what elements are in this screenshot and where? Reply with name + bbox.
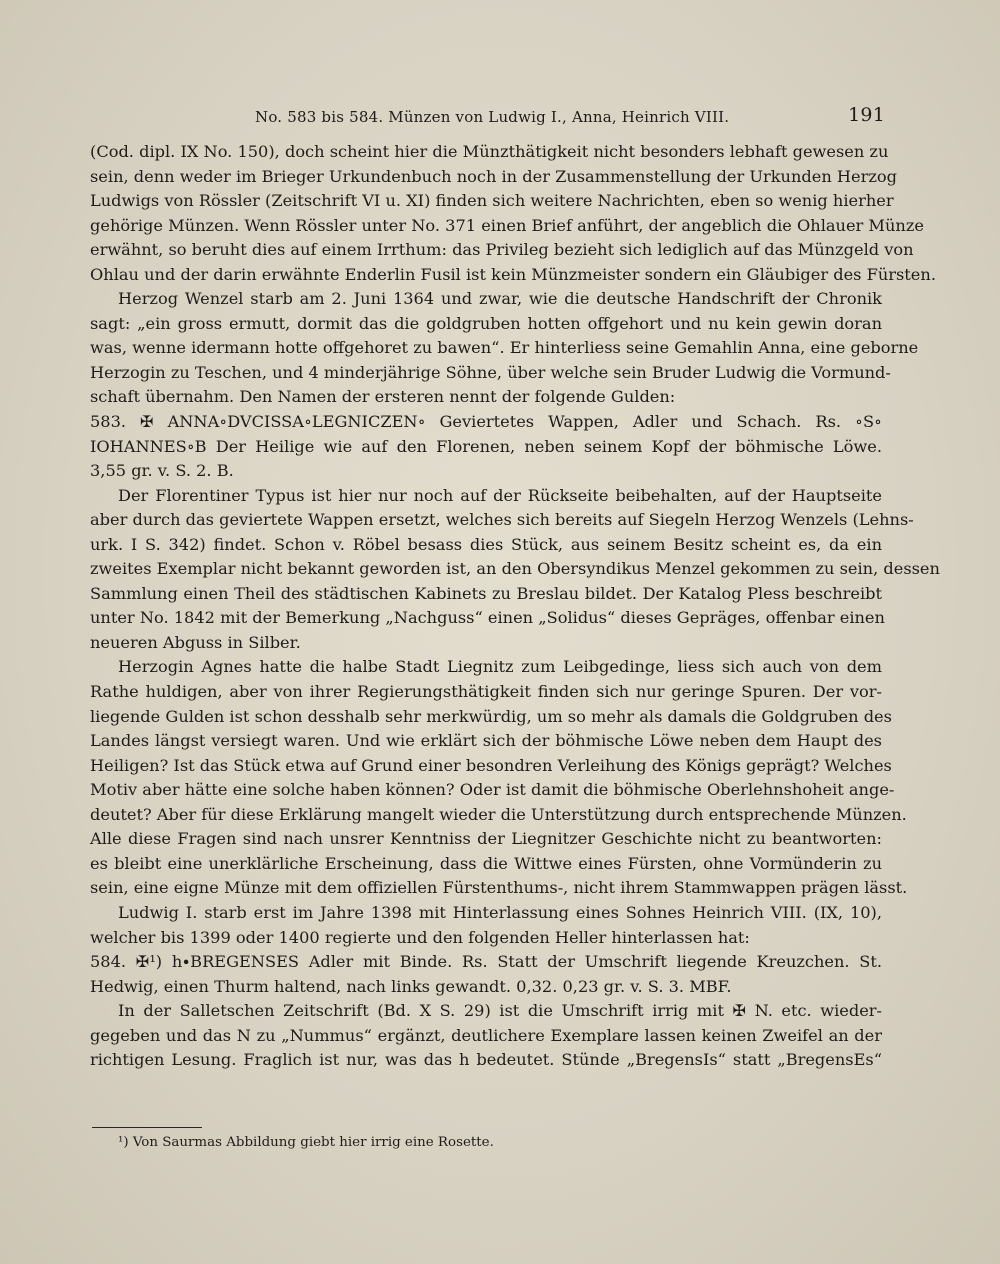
text-line: neueren Abguss in Silber.	[90, 632, 301, 652]
text-line: 3,55 gr. v. S. 2. B.	[90, 461, 234, 481]
text-line: (Cod. dipl. IX No. 150), doch scheint hier die Münzthätigkeit nicht besonders lebhaft gewesen zu	[90, 142, 889, 161]
text-line: Sammlung einen Theil des städtischen Kabinets zu Breslau bildet. Der Katalog Pless beschreibt	[90, 583, 882, 603]
text-line: Alle diese Fragen sind nach unsrer Kenntniss der Liegnitzer Geschichte nicht zu beantworten:	[90, 829, 882, 849]
text-line: richtigen Lesung. Fraglich ist nur, was das h bedeutet. Stünde „BregensIs“ statt „BregensEs“	[90, 1050, 882, 1070]
text-line: aber durch das geviertete Wappen ersetzt, welches sich bereits auf Siegeln Herzog Wenzels (Lehns-	[90, 510, 914, 530]
footnote: ¹) Von Saurmas Abbildung giebt hier irrig eine Rosette.	[118, 1135, 494, 1150]
text-line: Ludwig I. starb erst im Jahre 1398 mit Hinterlassung eines Sohnes Heinrich VIII. (IX, 10),	[118, 902, 882, 922]
text-line: schaft übernahm. Den Namen der ersteren nennt der folgende Gulden:	[90, 387, 676, 407]
text-line: was, wenne idermann hotte offgehoret zu bawen“. Er hinterliess seine Gemahlin Anna, eine geborne	[90, 338, 919, 358]
text-line: deutet? Aber für diese Erklärung mangelt wieder die Unterstützung durch entsprechende Münzen.	[90, 804, 907, 824]
text-line: In der Salletschen Zeitschrift (Bd. X S. 29) ist die Umschrift irrig mit ✠ N. etc. wieder-	[118, 1001, 882, 1021]
text-line: Herzogin zu Teschen, und 4 minderjährige Söhne, über welche sein Bruder Ludwig die Vormund-	[90, 362, 891, 382]
text-line: sagt: „ein gross ermutt, dormit das die goldgruben hotten offgehort und nu kein gewin doran	[90, 313, 882, 333]
text-line: liegende Gulden ist schon desshalb sehr merkwürdig, um so mehr als damals die Goldgruben des	[90, 706, 892, 726]
text-line: 583. ✠ ANNA∘DVCISSA∘LEGNICZEN∘ Geviertetes Wappen, Adler und Schach. Rs. ∘S∘	[90, 412, 882, 432]
footnote-rule	[92, 1127, 202, 1128]
text-line: IOHANNES∘B Der Heilige wie auf den Florenen, neben seinem Kopf der böhmische Löwe.	[90, 436, 882, 456]
text-line: gehörige Münzen. Wenn Rössler unter No. 371 einen Brief anführt, der angeblich die Ohlauer Münze	[90, 215, 924, 235]
text-line: sein, eine eigne Münze mit dem offiziellen Fürstenthums-, nicht ihrem Stammwappen prägen lässt.	[90, 878, 908, 898]
page-number: 191	[848, 104, 885, 126]
text-line: zweites Exemplar nicht bekannt geworden ist, an den Obersyndikus Menzel gekommen zu sein, dessen	[90, 559, 940, 579]
text-line: erwähnt, so beruht dies auf einem Irrthum: das Privileg bezieht sich lediglich auf das Münzgeld von	[90, 240, 914, 260]
text-line: Ludwigs von Rössler (Zeitschrift VI u. XI) finden sich weitere Nachrichten, eben so wenig hierher	[90, 191, 894, 211]
text-line: Landes längst versiegt waren. Und wie erklärt sich der böhmische Löwe neben dem Haupt des	[90, 731, 882, 751]
text-line: gegeben und das N zu „Nummus“ ergänzt, deutlichere Exemplare lassen keinen Zweifel an der	[90, 1025, 882, 1045]
running-title: No. 583 bis 584. Münzen von Ludwig I., Anna, Heinrich VIII.	[255, 108, 730, 126]
text-line: welcher bis 1399 oder 1400 regierte und den folgenden Heller hinterlassen hat:	[90, 927, 750, 947]
text-line: 584. ✠¹) h∙BREGENSES Adler mit Binde. Rs. Statt der Umschrift liegende Kreuzchen. St.	[90, 952, 882, 972]
text-line: urk. I S. 342) findet. Schon v. Röbel besass dies Stück, aus seinem Besitz scheint es, da ein	[90, 534, 882, 554]
text-line: Motiv aber hätte eine solche haben können? Oder ist damit die böhmische Oberlehnshoheit ange-	[90, 780, 895, 800]
text-line: Ohlau und der darin erwähnte Enderlin Fusil ist kein Münzmeister sondern ein Gläubiger des Fürsten.	[90, 264, 936, 284]
text-line: sein, denn weder im Brieger Urkundenbuch noch in der Zusammenstellung der Urkunden Herzog	[90, 166, 897, 186]
body-text	[90, 140, 940, 1073]
text-line: es bleibt eine unerklärliche Erscheinung, dass die Wittwe eines Fürsten, ohne Vormünderin zu	[90, 853, 882, 873]
text-line: unter No. 1842 mit der Bemerkung „Nachguss“ einen „Solidus“ dieses Gepräges, offenbar einen	[90, 608, 885, 628]
text-line: Hedwig, einen Thurm haltend, nach links gewandt. 0,32. 0,23 gr. v. S. 3. MBF.	[90, 976, 732, 996]
text-line: Heiligen? Ist das Stück etwa auf Grund einer besondren Verleihung des Königs geprägt? Welches	[90, 755, 892, 775]
text-line: Herzogin Agnes hatte die halbe Stadt Liegnitz zum Leibgedinge, liess sich auch von dem	[118, 657, 882, 677]
text-line: Herzog Wenzel starb am 2. Juni 1364 und zwar, wie die deutsche Handschrift der Chronik	[118, 289, 882, 309]
running-header	[255, 104, 885, 130]
text-line: Rathe huldigen, aber von ihrer Regierungsthätigkeit finden sich nur geringe Spuren. Der vor-	[90, 682, 882, 702]
text-line: Der Florentiner Typus ist hier nur noch auf der Rückseite beibehalten, auf der Hauptseite	[118, 485, 882, 505]
